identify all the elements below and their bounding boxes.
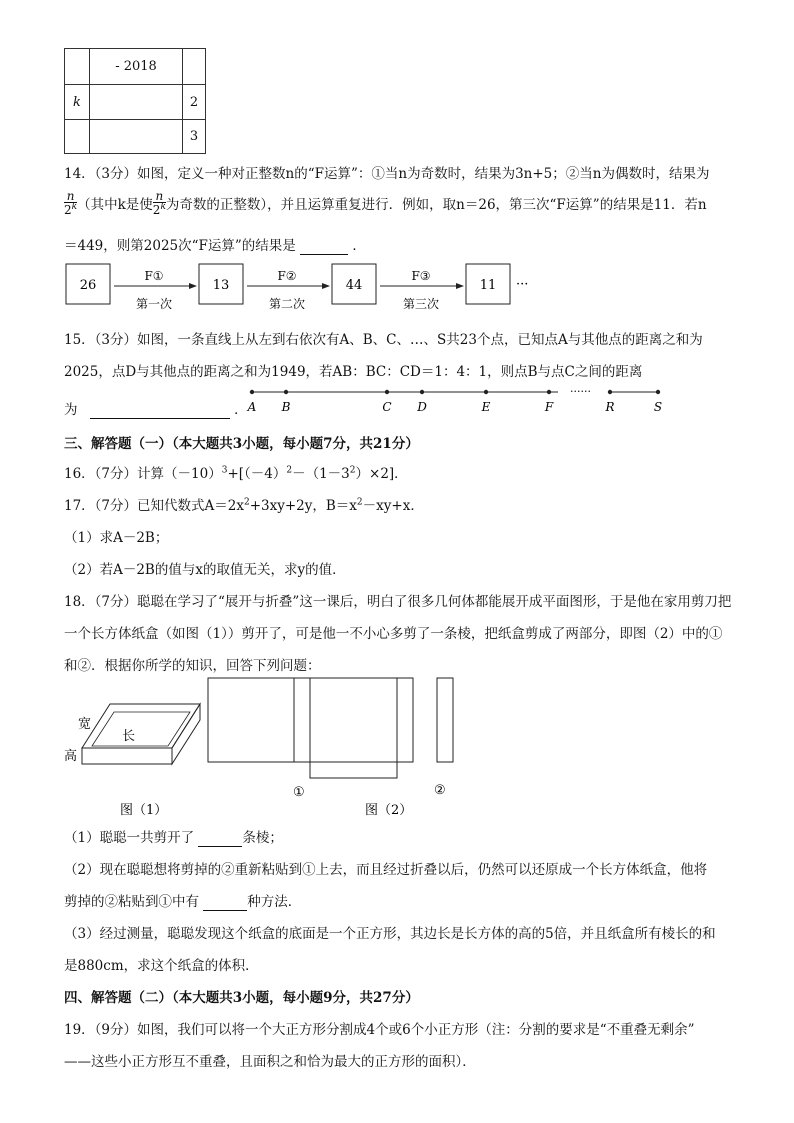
section-heading: 三、解答题（一）（本大题共3小题，每小题7分，共21分）	[64, 436, 419, 452]
point-label: B	[281, 400, 291, 414]
answer-blank	[198, 830, 242, 847]
box-label: 13	[212, 278, 230, 293]
q16	[64, 462, 408, 482]
q17-text: +3xy+2y，B＝x	[249, 498, 357, 514]
op-label: F②	[277, 269, 297, 283]
fraction-numerator: n	[64, 190, 77, 203]
answer-blank	[90, 402, 230, 419]
point-label: S	[653, 400, 663, 414]
q18-part2-line1: （2）现在聪聪想将剪掉的②重新粘贴到①上去，而且经过折叠以后，仍然可以还原成一个长方体纸盒，他将	[64, 862, 708, 878]
fraction	[64, 190, 77, 216]
q15-text: 为	[64, 402, 78, 418]
q17-part2: （2）若A－2B的值与x的取值无关，求y的值．	[64, 562, 346, 578]
dots-label: ······	[570, 385, 591, 398]
fraction	[153, 190, 166, 216]
fraction-denominator: 2	[152, 203, 161, 217]
q17-text: －xy+x．	[362, 498, 424, 514]
q14-text: （其中k是使	[77, 197, 153, 213]
f-operation-diagram	[64, 260, 544, 316]
point-R	[608, 390, 612, 394]
q18-part3-line1: （3）经过测量，聪聪发现这个纸盒的底面是一个正方形，其边长是长方体的高的5倍，并且纸盒所有棱长的和	[64, 926, 716, 942]
fraction-exponent: k	[160, 202, 166, 212]
caption-fig2: 图（2）	[365, 803, 413, 818]
answer-blank	[300, 238, 348, 255]
label-wide: 宽	[78, 717, 92, 732]
q14-line3	[64, 234, 366, 255]
q14-line2	[64, 186, 707, 220]
arrow-head	[189, 283, 197, 289]
exponent: 3	[221, 465, 228, 476]
q19-line1: 19．（9分）如图，我们可以将一个大正方形分割成4个或6个小正方形（注：分割的要求是“不重叠无剩余”	[64, 1022, 695, 1038]
q16-text: ）×2]．	[355, 466, 408, 482]
q14-text: ．	[352, 238, 366, 254]
net-figure	[200, 672, 480, 822]
step-label: 第二次	[268, 297, 306, 311]
q16-text: +[（－4）	[227, 466, 287, 482]
table-cell: 2	[183, 85, 206, 120]
q15-line2: 2025，点D与其他点的距离之和为1949，若AB：BC：CD＝1：4：1，则点B与点C之间的距离	[64, 364, 643, 380]
q17-part1: （1）求A－2B；	[64, 530, 169, 546]
point-label: F	[544, 400, 554, 414]
fraction-numerator: n	[153, 190, 166, 203]
q18-text: 种方法．	[247, 894, 302, 910]
op-label: F③	[411, 269, 431, 283]
table-cell	[65, 120, 90, 154]
point-label: E	[481, 400, 491, 414]
point-F	[547, 390, 551, 394]
step-label: 第三次	[402, 297, 440, 311]
q18-text: （1）聪聪一共剪开了	[64, 830, 195, 846]
caption-fig1: 图（1）	[120, 803, 168, 818]
q17-text: 17．（7分）已知代数式A＝2x	[64, 498, 244, 514]
label-long: 长	[122, 729, 136, 744]
q14-line1: 14．（3分）如图，定义一种对正整数n的“F运算”：①当n为奇数时，结果为3n+5；②当n为偶数时，结果为	[64, 166, 710, 182]
table-cell	[65, 49, 90, 85]
q18-line1: 18．（7分）聪聪在学习了“展开与折叠”这一课后，明白了很多几何体都能展开成平面图形，于是他在家用剪刀把	[64, 594, 732, 610]
point-label: A	[247, 400, 257, 414]
q16-text: －（1－3	[292, 466, 350, 482]
q14-text: 为奇数的正整数），并且运算重复进行．例如，取n＝26，第三次“F运算”的结果是11．若n	[165, 197, 707, 213]
point-E	[484, 390, 488, 394]
q18-part1	[64, 826, 283, 847]
table-cell: 3	[183, 120, 206, 154]
exponent: 2	[243, 497, 250, 508]
q18-part2-line2	[64, 890, 301, 911]
q14-text: ＝449，则第2025次“F运算”的结果是	[64, 238, 296, 254]
table-cell: - 2018	[90, 49, 183, 85]
fraction-denominator: 2	[64, 203, 72, 217]
number-line-figure	[240, 382, 670, 416]
exponent: 2	[349, 465, 356, 476]
cuboid-figure	[62, 690, 212, 820]
box-label: 44	[345, 278, 363, 293]
table-cell	[183, 49, 206, 85]
point-label: D	[417, 400, 427, 414]
exponent: 2	[356, 497, 363, 508]
answer-blank	[203, 894, 247, 911]
point-A	[250, 390, 254, 394]
q18-line3: 和②．根据你所学的知识，回答下列问题：	[64, 658, 321, 674]
point-C	[385, 390, 389, 394]
fraction-exponent: k	[71, 202, 78, 212]
marker-2: ②	[434, 783, 446, 798]
point-S	[656, 390, 660, 394]
section-heading: 四、解答题（二）（本大题共3小题，每小题9分，共27分）	[64, 990, 419, 1006]
ellipsis: ···	[516, 277, 529, 292]
table-cell	[90, 85, 183, 120]
arrow-head	[456, 283, 464, 289]
q15-text: ．	[234, 402, 248, 418]
q16-text: 16．（7分）计算（－10）	[64, 466, 222, 482]
point-B	[284, 390, 288, 394]
point-D	[420, 390, 424, 394]
number-table	[64, 48, 206, 154]
label-high: 高	[64, 749, 78, 764]
box-label: 11	[479, 278, 497, 293]
marker-1: ①	[293, 785, 305, 800]
op-label: F①	[144, 269, 164, 283]
table-cell	[90, 120, 183, 154]
q18-text: 剪掉的②粘贴到①中有	[64, 894, 199, 910]
table-cell: k	[65, 85, 90, 120]
q18-line2: 一个长方体纸盒（如图（1））剪开了，可是他一不小心多剪了一条棱，把纸盒剪成了两部分，即图（2）中的①	[64, 626, 723, 642]
point-label: R	[605, 400, 615, 414]
q15-line1: 15．（3分）如图，一条直线上从左到右依次有A、B、C、…、S共23个点，已知点A与其他点的距离之和为	[64, 332, 703, 348]
q18-part3-line2: 是880cm，求这个纸盒的体积．	[64, 958, 259, 974]
q19-line2: ——这些小正方形互不重叠，且面积之和恰为最大的正方形的面积）．	[64, 1054, 476, 1070]
box-label: 26	[79, 278, 97, 293]
point-label: C	[382, 400, 392, 414]
step-label: 第一次	[135, 297, 173, 311]
arrow-head	[322, 283, 330, 289]
q15-line3	[64, 398, 248, 419]
q18-text: 条棱；	[242, 830, 283, 846]
exponent: 2	[286, 465, 293, 476]
q17	[64, 494, 424, 514]
